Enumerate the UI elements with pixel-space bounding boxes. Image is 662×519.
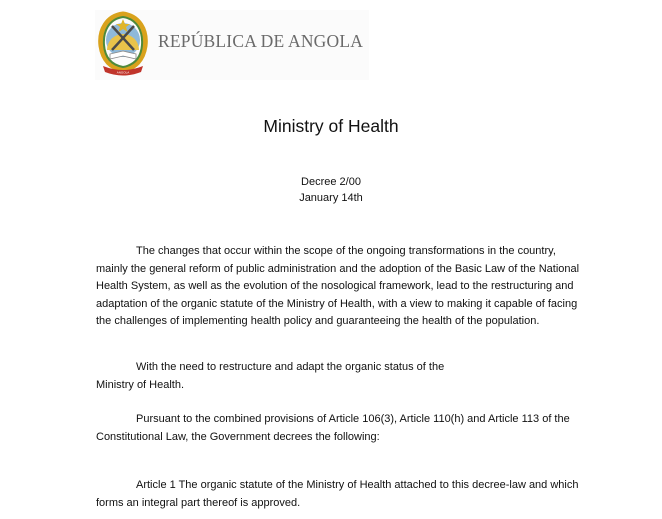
text-line: With the need to restructure and adapt the organic status of the [136,361,445,373]
decree-date: January 14th [299,192,363,204]
text-line: adaptation of the organic statute of the Ministry of Health, with a view to making it capable of facing [96,297,578,310]
svg-text:ANGOLA: ANGOLA [116,70,130,75]
letterhead [95,10,369,80]
decree-number: Decree 2/00 [301,176,361,188]
text-line: Ministry of Health. [96,378,185,391]
paragraph-article-1 [96,477,616,512]
text-line: Constitutional Law, the Government decrees the following: [96,430,380,443]
paragraph-preamble [96,243,616,331]
text-line: Health System, as well as the evolution of the nosological framework, lead to the restructuring and [96,280,574,293]
paragraph-need [96,359,616,394]
text-line: The changes that occur within the scope of the ongoing transformations in the country, [136,245,556,257]
text-line: Article 1 The organic statute of the Ministry of Health attached to this decree-law and which [136,479,579,491]
republic-name: REPÚBLICA DE ANGOLA [158,31,364,51]
text-line: mainly the general reform of public administration and the adoption of the Basic Law of the National [96,262,580,275]
paragraph-legal-basis [96,411,616,446]
angola-coat-of-arms-icon [97,10,149,80]
text-line: forms an integral part thereof is approved. [96,496,301,509]
page-title: Ministry of Health [263,116,399,136]
text-line: the challenges of implementing health policy and guaranteeing the health of the population. [96,315,540,328]
text-line: Pursuant to the combined provisions of Article 106(3), Article 110(h) and Article 113 of the [136,413,570,425]
